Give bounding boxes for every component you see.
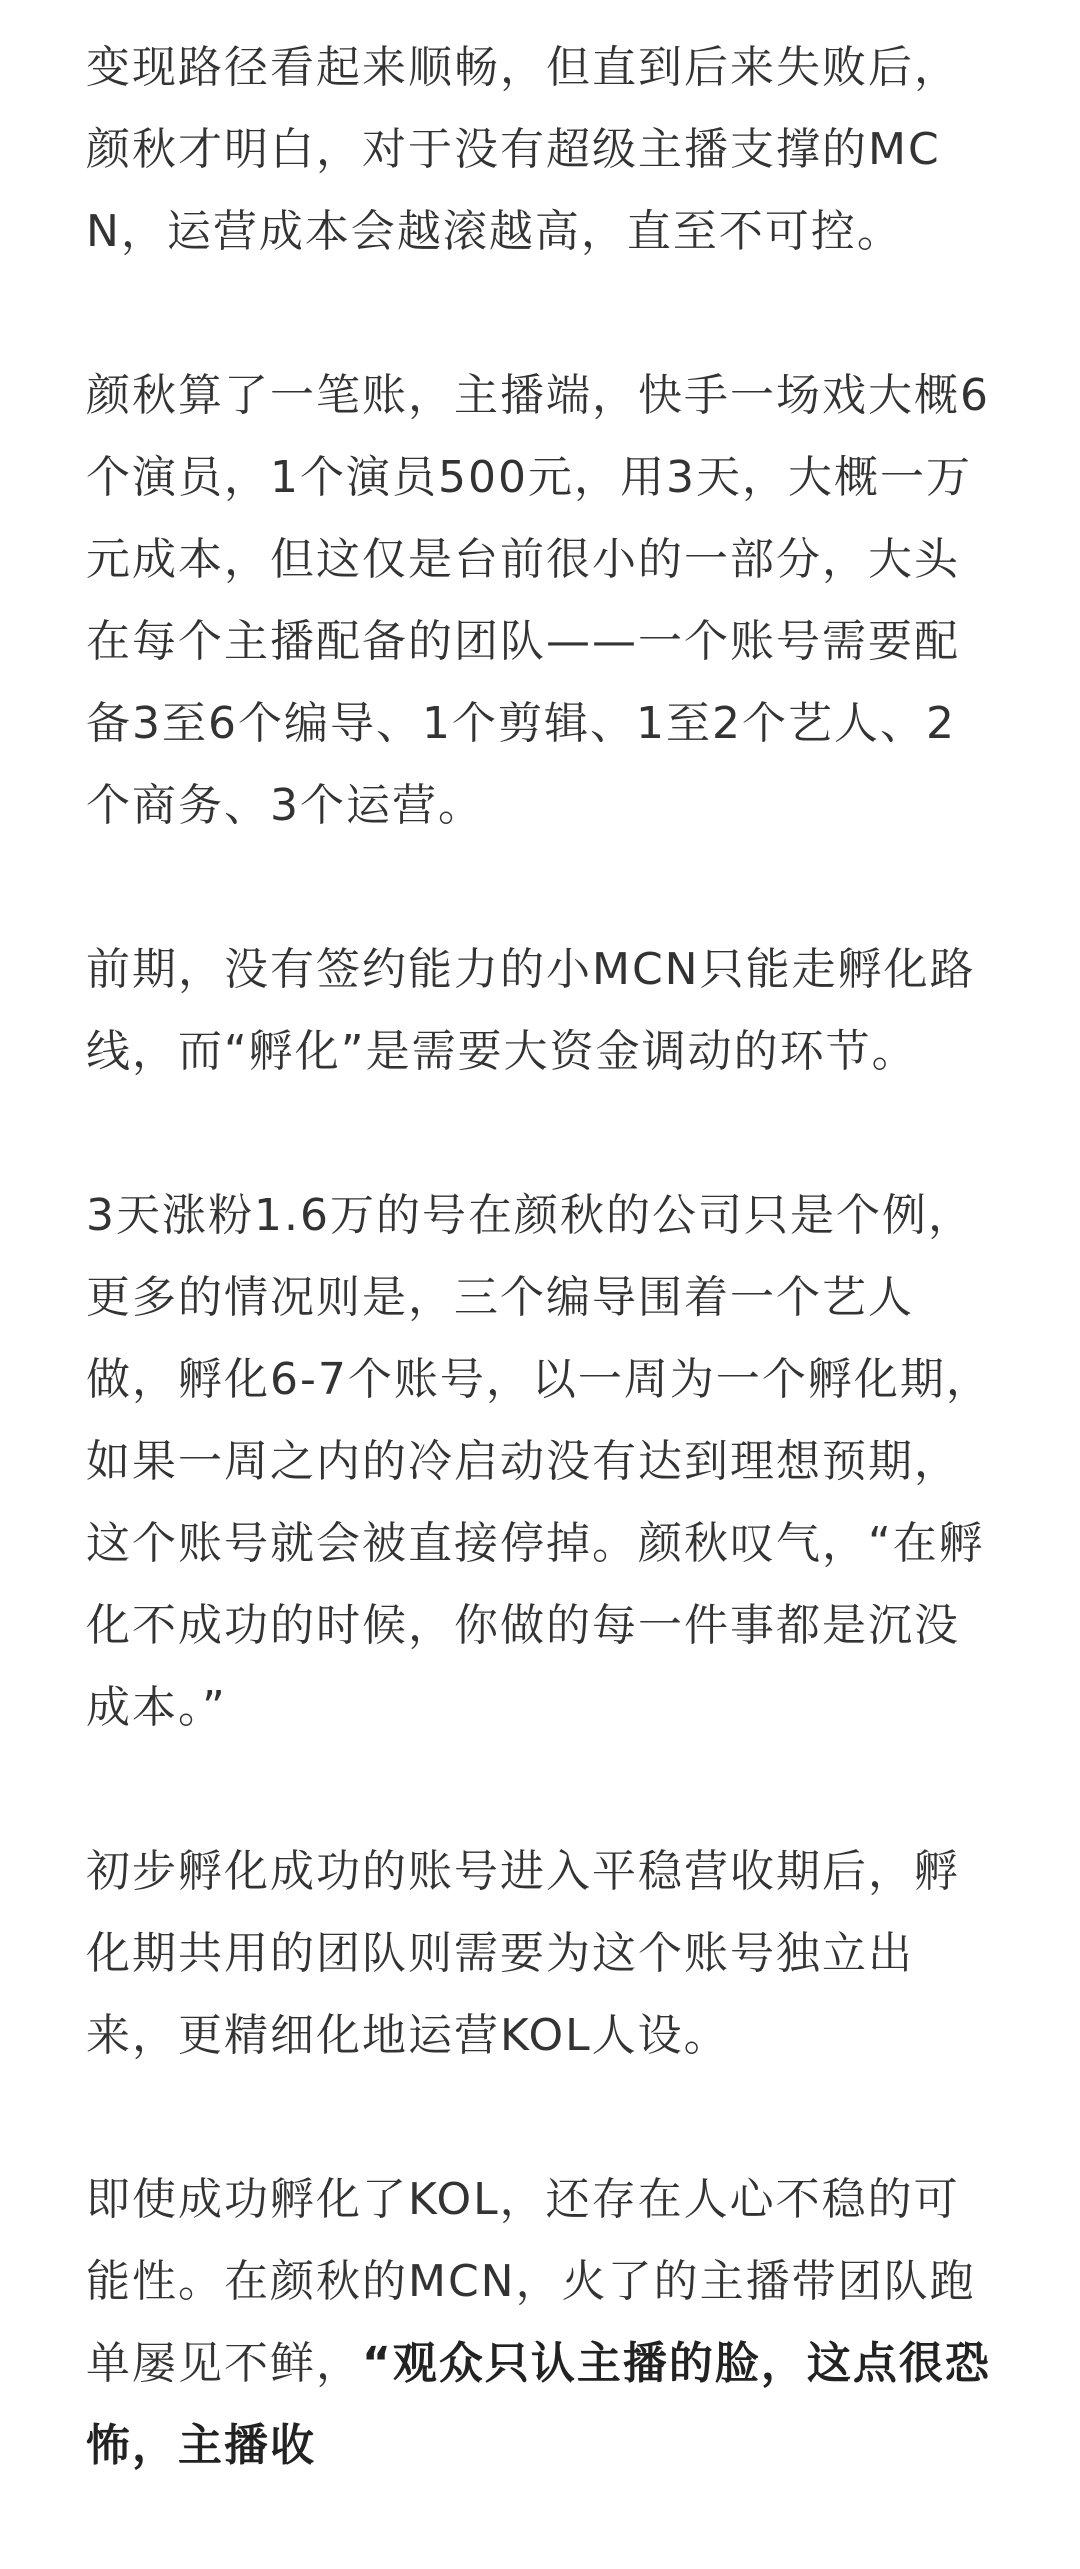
paragraph-5-text: 初步孵化成功的账号进入平稳营收期后，孵化期共用的团队则需要为这个账号独立出来，更精细化地运营KOL人设。 — [86, 1846, 960, 2061]
paragraph-2-text: 颜秋算了一笔账，主播端，快手一场戏大概6个演员，1个演员500元，用3天，大概一万元成本，但这仅是台前很小的一部分，大头在每个主播配备的团队——一个账号需要配备3至6个编导、1个剪辑、1至2个艺人、2个商务、3个运营。 — [86, 370, 990, 831]
article-body — [86, 0, 998, 2569]
paragraph-2 — [86, 355, 998, 847]
paragraph-4 — [86, 1175, 998, 1749]
paragraph-4-text: 3天涨粉1.6万的号在颜秋的公司只是个例，更多的情况则是，三个编导围着一个艺人做，孵化6-7个账号，以一周为一个孵化期，如果一周之内的冷启动没有达到理想预期，这个账号就会被直接停掉。颜秋叹气，“在孵化不成功的时候，你做的每一件事都是沉没成本。” — [86, 1190, 992, 1733]
paragraph-3-text: 前期，没有签约能力的小MCN只能走孵化路线，而“孵化”是需要大资金调动的环节。 — [86, 944, 976, 1077]
paragraph-1-text: 变现路径看起来顺畅，但直到后来失败后，颜秋才明白，对于没有超级主播支撑的MCN，运营成本会越滚越高，直至不可控。 — [86, 42, 960, 257]
paragraph-6-text: 即使成功孵化了KOL，还存在人心不稳的可能性。在颜秋的MCN，火了的主播带团队跑单屡见不鲜， — [86, 2174, 976, 2389]
paragraph-1 — [86, 27, 998, 273]
paragraph-6 — [86, 2159, 998, 2487]
paragraph-6-bold-quote: “观众只认主播的脸，这点很恐怖，主播收 — [86, 2338, 991, 2471]
paragraph-3 — [86, 929, 998, 1093]
paragraph-5 — [86, 1831, 998, 2077]
